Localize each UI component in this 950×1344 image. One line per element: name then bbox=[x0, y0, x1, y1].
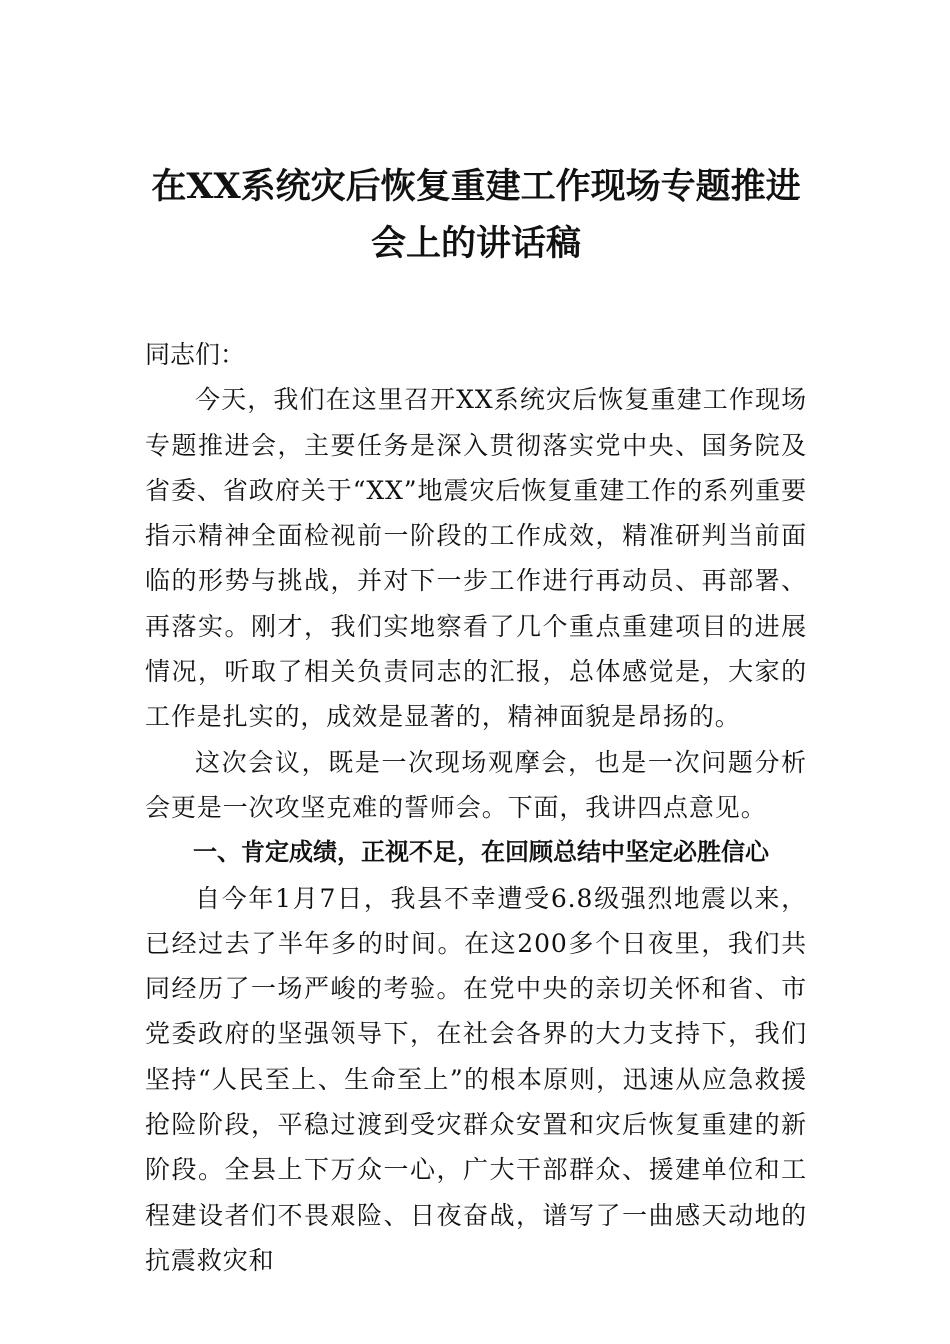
paragraph-opening: 今天，我们在这里召开XX系统灾后恢复重建工作现场专题推进会，主要任务是深入贯彻落实党中央、国务院及省委、省政府关于“XX”地震灾后恢复重建工作的系列重要指示精神全面检视前一阶段的工作成效，精准研判当前面临的形势与挑战，并对下一步工作进行再动员、再部署、再落实。刚才，我们实地察看了几个重点重建项目的进展情况，听取了相关负责同志的汇报，总体感觉是，大家的工作是扎实的，成效是显著的，精神面貌是昂扬的。 bbox=[145, 385, 807, 732]
title-line-2: 会上的讲话稿 bbox=[370, 223, 581, 264]
section-heading-1: 一、肯定成绩，正视不足，在回顾总结中坚定必胜信心 bbox=[193, 838, 769, 867]
paragraph-section-1: 自今年1月7日，我县不幸遭受6.8级强烈地震以来，已经过去了半年多的时间。在这200多个日夜里，我们共同经历了一场严峻的考验。在党中央的亲切关怀和省、市党委政府的坚强领导下，在社会各界的大力支持下，我们坚持“人民至上、生命至上”的根本原则，迅速从应急救援抢险阶段，平稳过渡到受灾群众安置和灾后恢复重建的新阶段。全县上下万众一心，广大干部群众、援建单位和工程建设者们不畏艰险、日夜奋战，谱写了一曲感天动地的抗震救灾和 bbox=[145, 883, 807, 1275]
document-title bbox=[145, 158, 807, 272]
salutation: 同志们： bbox=[145, 340, 246, 369]
title-line-1: 在XX系统灾后恢复重建工作现场专题推进 bbox=[151, 166, 801, 207]
paragraph-meeting-purpose: 这次会议，既是一次现场观摩会，也是一次问题分析会更是一次攻坚克难的誓师会。下面，我讲四点意见。 bbox=[145, 747, 807, 822]
document-body bbox=[145, 332, 807, 1283]
